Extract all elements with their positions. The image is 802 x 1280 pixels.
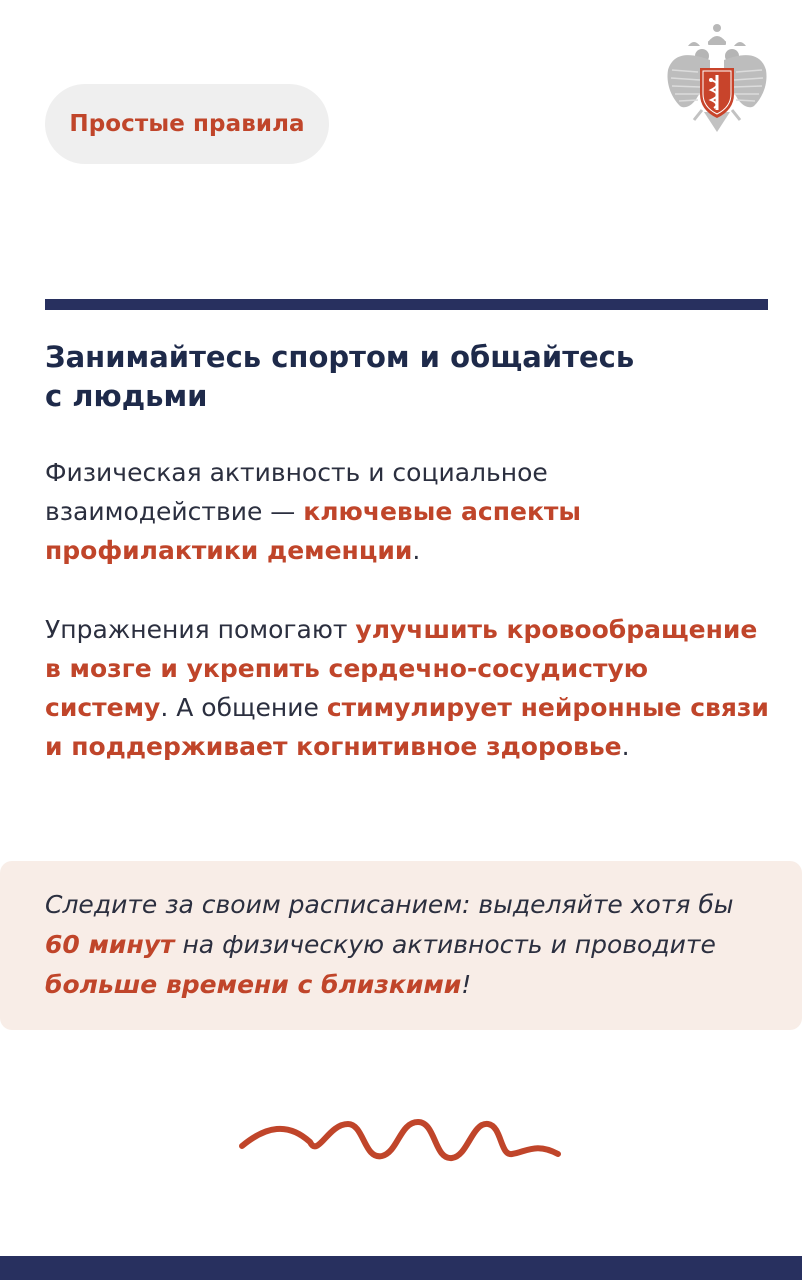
paragraph-2-text-2: . А общение: [160, 693, 327, 722]
footer-bar: [0, 1256, 802, 1280]
callout-highlight-family: больше времени с близкими: [45, 970, 462, 999]
callout-text-3: !: [461, 970, 472, 999]
page-title-line-1: Занимайтесь спортом и общайтесь: [45, 340, 635, 374]
paragraph-1-text-1: Физическая активность и социальное взаимодействие —: [45, 458, 548, 526]
paragraph-1-text-2: .: [412, 536, 421, 565]
paragraph-2-text-3: .: [621, 732, 630, 761]
body-paragraph-2: [45, 610, 770, 766]
callout-text-1: Следите за своим расписанием: выделяйте хотя бы: [45, 890, 734, 919]
section-badge: [45, 84, 329, 164]
paragraph-1-highlight: ключевые аспекты профилактики деменции: [45, 497, 582, 565]
ministry-emblem-icon: [664, 20, 770, 136]
paragraph-2-highlight-2: стимулирует нейронные связи и поддерживает когнитивное здоровье: [45, 693, 769, 761]
page-title: [45, 338, 765, 416]
section-badge-label: Простые правила: [69, 111, 305, 137]
page-title-line-2: с людьми: [45, 379, 208, 413]
tip-callout: [0, 861, 802, 1030]
body-paragraph-1: [45, 453, 770, 570]
callout-text-2: на физическую активность и проводите: [174, 930, 716, 959]
callout-highlight-minutes: 60 минут: [45, 930, 175, 959]
paragraph-2-highlight-1: улучшить кровообращение в мозге и укрепить сердечно-сосудистую систему: [45, 615, 758, 722]
tip-callout-text: [45, 885, 775, 1005]
paragraph-2-text-1: Упражнения помогают: [45, 615, 356, 644]
section-divider: [45, 299, 768, 310]
wavy-line-icon: [236, 1112, 566, 1172]
